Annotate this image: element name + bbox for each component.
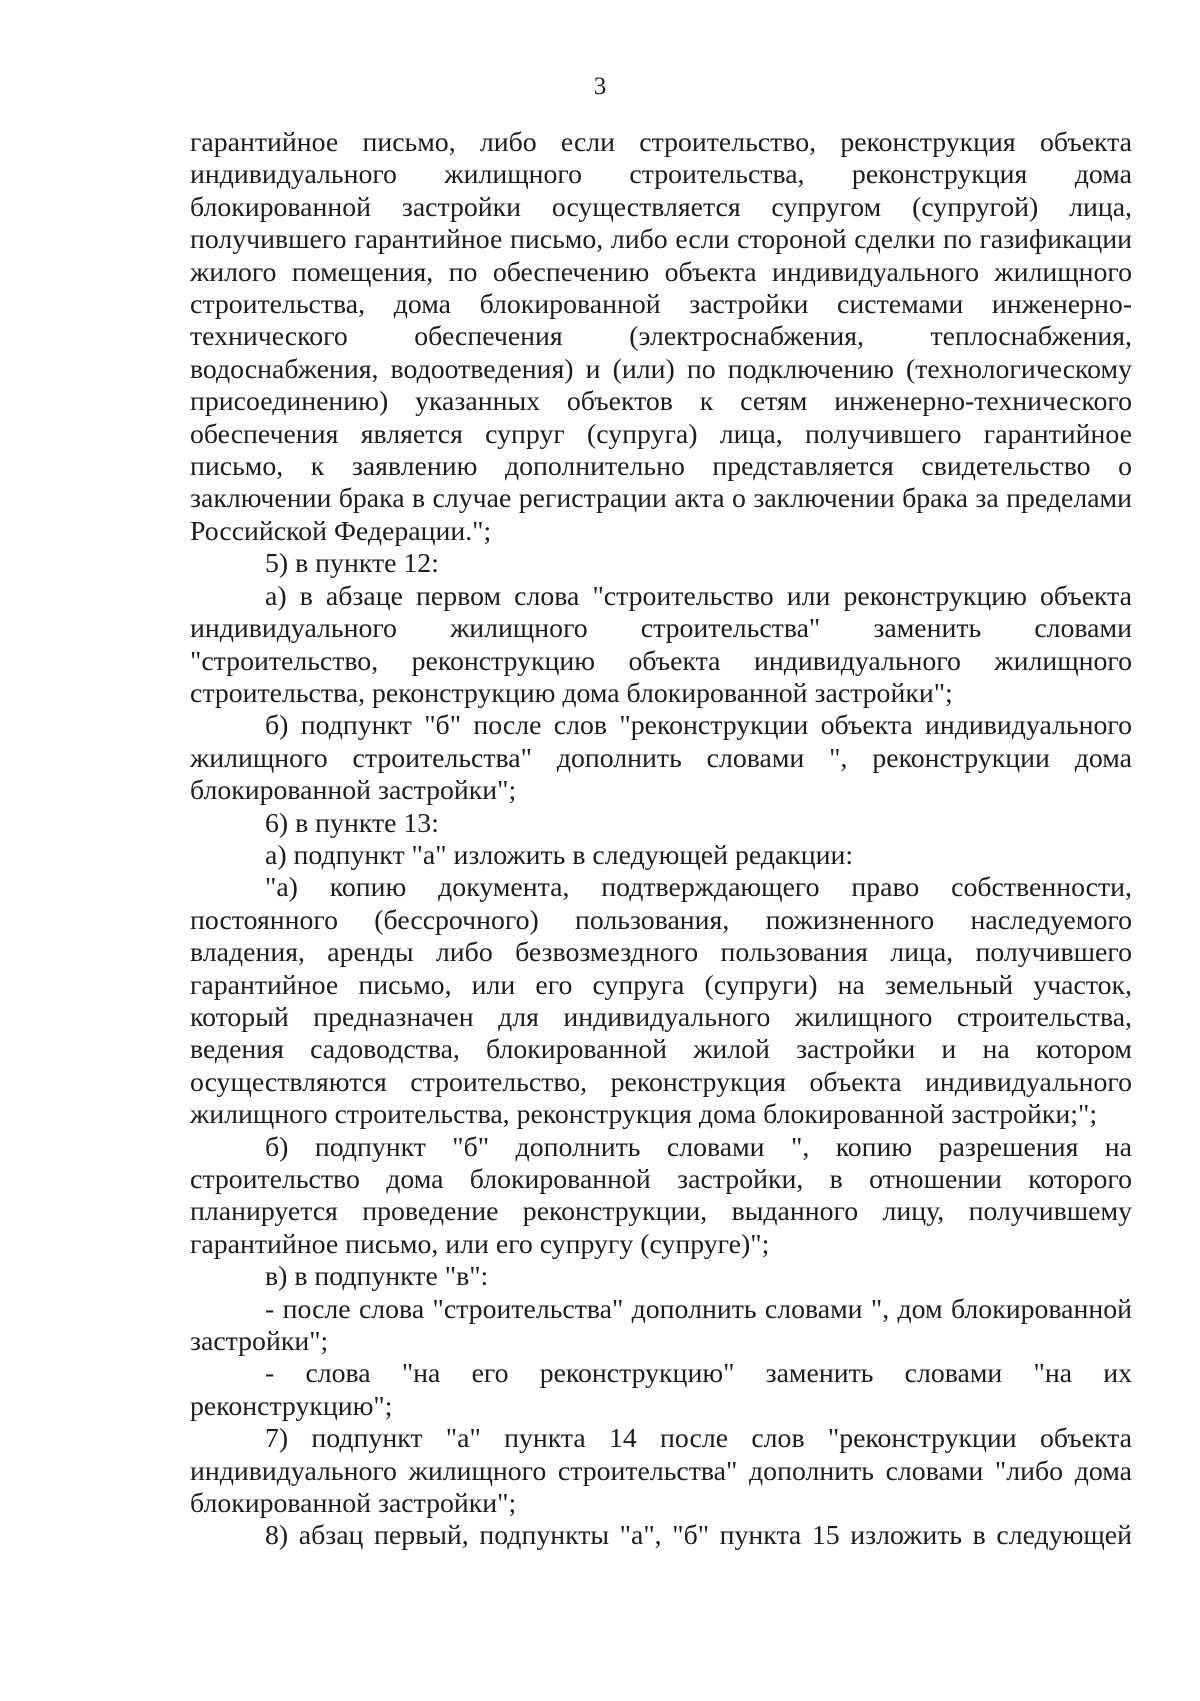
paragraph-item-5b: б) подпункт "б" после слов "реконструкции объекта индивидуального жилищного строительства" дополнить словами ", реконструкции дома блокированной застройки"; <box>190 710 1132 807</box>
paragraph-item-6a-text: "а) копию документа, подтверждающего право собственности, постоянного (бессрочного) пользования, пожизненного наследуемого владения, аренды либо безвозмездного пользования лица, получившего гарантийное письмо, или его супруга (супруги) на земельный участок, который предназначен для индивидуального жилищного строительства, ведения садоводства, блокированной жилой застройки и на котором осуществляются строительство, реконструкция объекта индивидуального жилищного строительства, реконструкция дома блокированной застройки;"; <box>190 872 1132 1131</box>
paragraph-item-6b: б) подпункт "б" дополнить словами ", копию разрешения на строительство дома блокированной застройки, в отношении которого планируется проведение реконструкции, выданного лицу, получившему гарантийное письмо, или его супругу (супруге)"; <box>190 1131 1132 1260</box>
document-body <box>190 127 1132 1553</box>
paragraph-item-6: 6) в пункте 13: <box>265 807 439 839</box>
paragraph-item-7: 7) подпункт "а" пункта 14 после слов "реконструкции объекта индивидуального жилищного строительства" дополнить словами "либо дома блокированной застройки"; <box>190 1423 1132 1520</box>
paragraph-item-6v-dash-2: - слова "на его реконструкцию" заменить словами "на их реконструкцию"; <box>190 1358 1132 1422</box>
paragraph-item-8: 8) абзац первый, подпункты "а", "б" пункта 15 изложить в следующей <box>265 1520 1132 1552</box>
paragraph-item-5: 5) в пункте 12: <box>265 548 439 580</box>
paragraph-item-6v-dash-1: - после слова "строительства" дополнить словами ", дом блокированной застройки"; <box>190 1293 1132 1358</box>
paragraph-item-5a: а) в абзаце первом слова "строительство или реконструкцию объекта индивидуального жилищного строительства" заменить словами "строительство, реконструкцию объекта индивидуального жилищного строительства, реконструкцию дома блокированной застройки"; <box>190 580 1132 709</box>
page-number: 3 <box>593 73 607 100</box>
paragraph-item-6v: в) в подпункте "в": <box>265 1261 489 1293</box>
paragraph-guarantee-letter: гарантийное письмо, либо если строительство, реконструкция объекта индивидуального жилищного строительства, реконструкция дома блокированной застройки осуществляется супругом (супругой) лица, получившего гарантийное письмо, либо если стороной сделки по газификации жилого помещения, по обеспечению объекта индивидуального жилищного строительства, дома блокированной застройки системами инженерно-технического обеспечения (электроснабжения, теплоснабжения, водоснабжения, водоотведения) и (или) по подключению (технологическому присоединению) указанных объектов к сетям инженерно-технического обеспечения является супруг (супруга) лица, получившего гарантийное письмо, к заявлению дополнительно представляется свидетельство о заключении брака в случае регистрации акта о заключении брака за пределами Российской Федерации."; <box>190 127 1132 547</box>
paragraph-item-6a: а) подпункт "а" изложить в следующей редакции: <box>265 839 854 871</box>
